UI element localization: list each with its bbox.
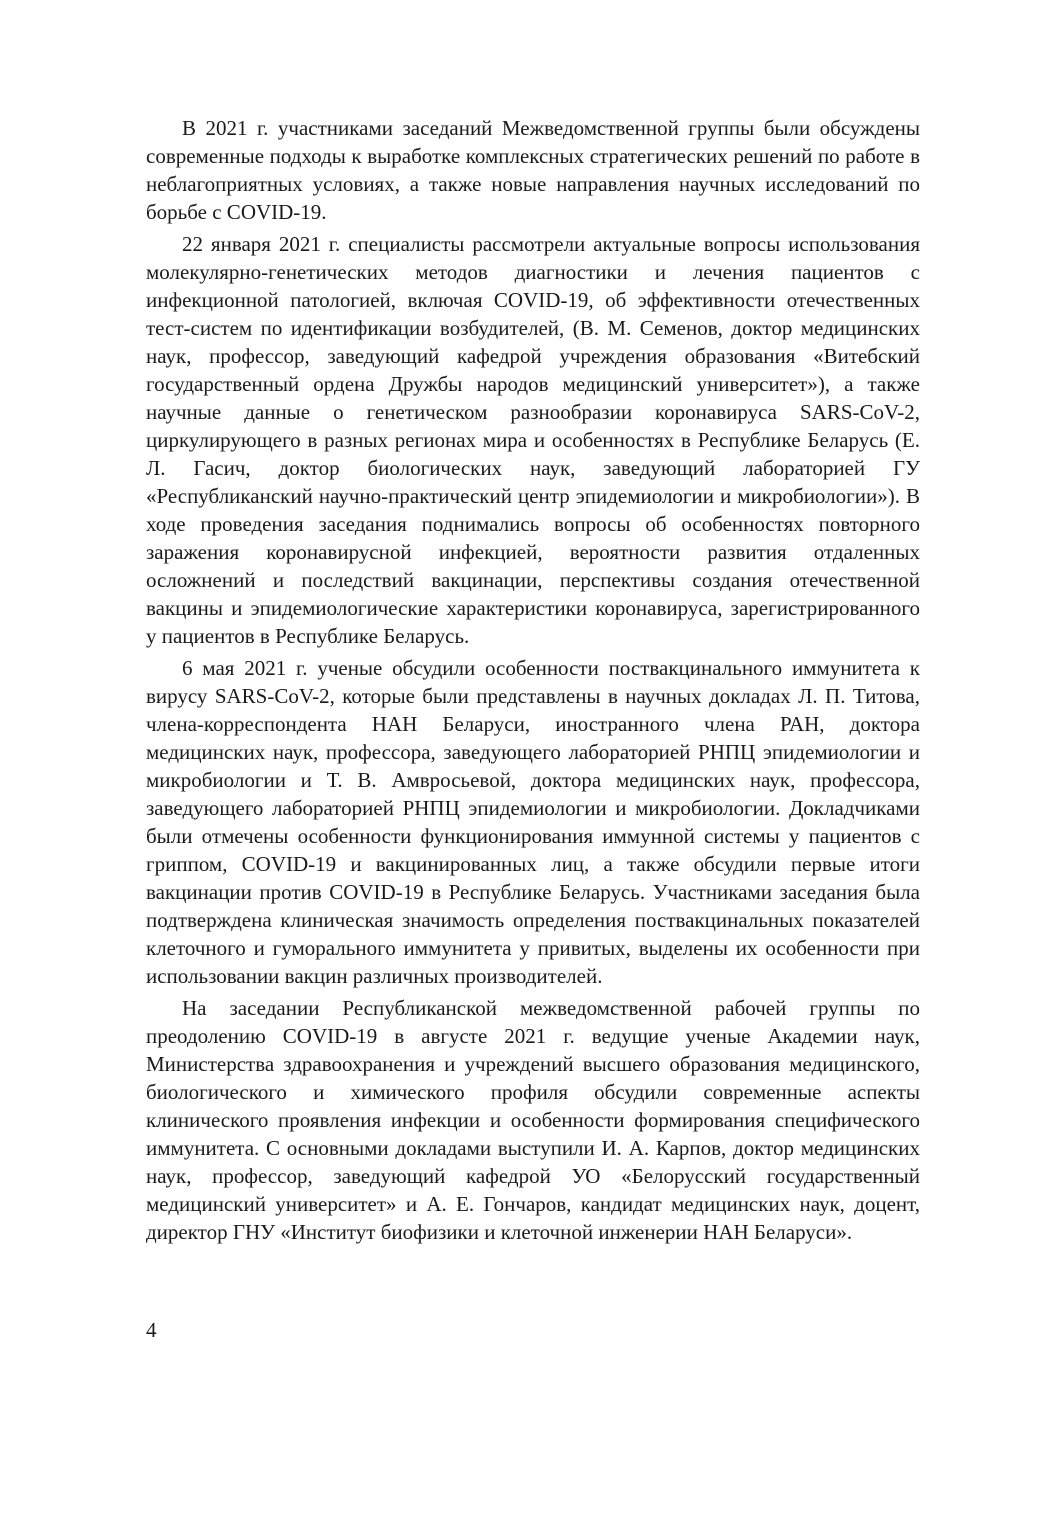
- paragraph-2: 22 января 2021 г. специалисты рассмотрели актуальные вопросы использования молекулярно-генетических методов диагностики и лечения пациентов с инфекционной патологией, включая COVID-19, об эффективности отечественных тест-систем по идентификации возбудителей, (В. М. Семенов, доктор медицинских наук, профессор, заведующий кафедрой учреждения образования «Витебский государственный ордена Дружбы народов медицинский университет»), а также научные данные о генетическом разнообразии коронавируса SARS-CoV-2, циркулирующего в разных регионах мира и особенностях в Республике Беларусь (Е. Л. Гасич, доктор биологических наук, заведующий лабораторией ГУ «Республиканский научно-практический центр эпидемиологии и микробиологии»). В ходе проведения заседания поднимались вопросы об особенностях повторного заражения коронавирусной инфекцией, вероятности развития отдаленных осложнений и последствий вакцинации, перспективы создания отечественной вакцины и эпидемиологические характеристики коронавируса, зарегистрированного у пациентов в Республике Беларусь.: [146, 232, 920, 648]
- body-text: [146, 114, 920, 1250]
- paragraph-1: В 2021 г. участниками заседаний Межведомственной группы были обсуждены современные подходы к выработке комплексных стратегических решений по работе в неблагоприятных условиях, а также новые направления научных исследований по борьбе с COVID-19.: [146, 116, 920, 224]
- paragraph-3: 6 мая 2021 г. ученые обсудили особенности поствакцинального иммунитета к вирусу SARS-CoV-2, которые были представлены в научных докладах Л. П. Титова, члена-корреспондента НАН Беларуси, иностранного члена РАН, доктора медицинских наук, профессора, заведующего лабораторией РНПЦ эпидемиологии и микробиологии и Т. В. Амвросьевой, доктора медицинских наук, профессора, заведующего лабораторией РНПЦ эпидемиологии и микробиологии. Докладчиками были отмечены особенности функционирования иммунной системы у пациентов с гриппом, COVID-19 и вакцинированных лиц, а также обсудили первые итоги вакцинации против COVID-19 в Республике Беларусь. Участниками заседания была подтверждена клиническая значимость определения поствакцинальных показателей клеточного и гуморального иммунитета у привитых, выделены их особенности при использовании вакцин различных производителей.: [146, 656, 920, 988]
- paragraph-4: На заседании Республиканской межведомственной рабочей группы по преодолению COVID-19 в августе 2021 г. ведущие ученые Академии наук, Министерства здравоохранения и учреждений высшего образования медицинского, биологического и химического профиля обсудили современные аспекты клинического проявления инфекции и особенности формирования специфического иммунитета. С основными докладами выступили И. А. Карпов, доктор медицинских наук, профессор, заведующий кафедрой УО «Белорусский государственный медицинский университет» и А. Е. Гончаров, кандидат медицинских наук, доцент, директор ГНУ «Институт биофизики и клеточной инженерии НАН Беларуси».: [146, 996, 920, 1244]
- page-number: 4: [146, 1318, 157, 1342]
